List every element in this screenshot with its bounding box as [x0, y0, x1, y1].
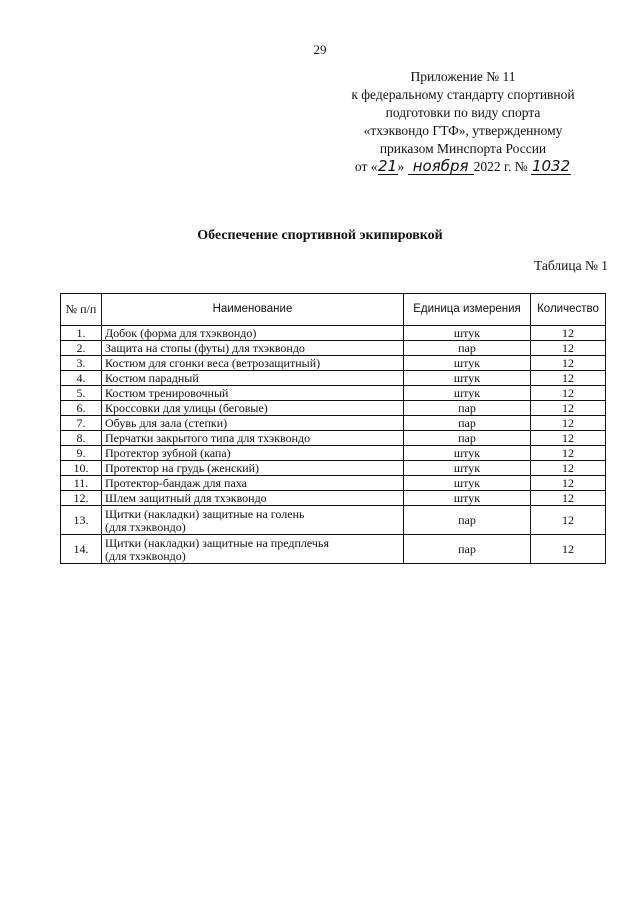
cell-name: Добок (форма для тхэквондо) — [102, 326, 404, 341]
cell-unit: штук — [404, 476, 531, 491]
cell-qty: 12 — [531, 386, 606, 401]
table-row — [61, 476, 606, 491]
table-row — [61, 326, 606, 341]
cell-name — [102, 535, 404, 564]
table-row — [61, 341, 606, 356]
table-row — [61, 386, 606, 401]
cell-name: Кроссовки для улицы (беговые) — [102, 401, 404, 416]
appendix-line-5: приказом Минспорта России — [379, 141, 547, 156]
cell-name: Костюм парадный — [102, 371, 404, 386]
cell-unit: пар — [404, 341, 531, 356]
table-row — [61, 401, 606, 416]
appendix-line-2: к федеральному стандарту спортивной — [351, 87, 575, 102]
cell-qty: 12 — [531, 491, 606, 506]
table-row — [61, 371, 606, 386]
cell-qty: 12 — [531, 341, 606, 356]
handwritten-order-number: 1032 — [531, 157, 571, 175]
cell-name: Протектор зубной (капа) — [102, 446, 404, 461]
cell-name-line-2: (для тхэквондо) — [105, 520, 186, 534]
cell-unit: штук — [404, 446, 531, 461]
cell-name: Шлем защитный для тхэквондо — [102, 491, 404, 506]
cell-unit: штук — [404, 356, 531, 371]
cell-name — [102, 506, 404, 535]
cell-num: 12. — [61, 491, 102, 506]
order-date-line — [318, 158, 608, 176]
cell-name-line-1: Щитки (накладки) защитные на голень — [105, 507, 305, 521]
header-name: Наименование — [102, 294, 404, 326]
table-row — [61, 416, 606, 431]
table-row — [61, 535, 606, 564]
table-row — [61, 446, 606, 461]
cell-num: 5. — [61, 386, 102, 401]
cell-qty: 12 — [531, 371, 606, 386]
cell-num: 4. — [61, 371, 102, 386]
date-prefix: от « — [354, 159, 378, 174]
cell-qty: 12 — [531, 356, 606, 371]
cell-unit: штук — [404, 461, 531, 476]
cell-qty: 12 — [531, 401, 606, 416]
cell-unit: штук — [404, 326, 531, 341]
appendix-line-4: «тхэквондо ГТФ», утвержденному — [363, 123, 563, 138]
cell-name-line-2: (для тхэквондо) — [105, 549, 186, 563]
cell-num: 2. — [61, 341, 102, 356]
table-row — [61, 491, 606, 506]
cell-num: 7. — [61, 416, 102, 431]
cell-num: 1. — [61, 326, 102, 341]
date-close-quote: » — [397, 159, 405, 174]
appendix-title: Приложение № 11 — [410, 69, 516, 84]
cell-name: Перчатки закрытого типа для тхэквондо — [102, 431, 404, 446]
cell-unit: пар — [404, 535, 531, 564]
cell-qty: 12 — [531, 535, 606, 564]
cell-name-line-1: Щитки (накладки) защитные на предплечья — [105, 536, 329, 550]
cell-num: 3. — [61, 356, 102, 371]
cell-name: Костюм тренировочный — [102, 386, 404, 401]
year-and-number-label: 2022 г. № — [473, 159, 528, 174]
table-row — [61, 356, 606, 371]
cell-num: 13. — [61, 506, 102, 535]
document-title: Обеспечение спортивной экипировкой — [197, 228, 443, 243]
cell-qty: 12 — [531, 431, 606, 446]
cell-unit: пар — [404, 431, 531, 446]
cell-name: Защита на стопы (футы) для тхэквондо — [102, 341, 404, 356]
cell-name: Протектор на грудь (женский) — [102, 461, 404, 476]
cell-num: 6. — [61, 401, 102, 416]
cell-qty: 12 — [531, 416, 606, 431]
cell-qty: 12 — [531, 476, 606, 491]
cell-unit: штук — [404, 386, 531, 401]
cell-num: 8. — [61, 431, 102, 446]
cell-num: 9. — [61, 446, 102, 461]
cell-unit: пар — [404, 416, 531, 431]
cell-unit: пар — [404, 401, 531, 416]
cell-qty: 12 — [531, 461, 606, 476]
header-qty: Количество — [531, 294, 606, 326]
appendix-header — [318, 68, 608, 176]
equipment-table — [60, 293, 606, 564]
cell-num: 10. — [61, 461, 102, 476]
cell-unit: штук — [404, 371, 531, 386]
cell-name: Обувь для зала (степки) — [102, 416, 404, 431]
cell-name: Протектор-бандаж для паха — [102, 476, 404, 491]
cell-num: 14. — [61, 535, 102, 564]
table-row — [61, 431, 606, 446]
cell-qty: 12 — [531, 506, 606, 535]
header-unit: Единица измерения — [404, 294, 531, 326]
table-header-row — [61, 294, 606, 326]
table-row — [61, 461, 606, 476]
cell-qty: 12 — [531, 446, 606, 461]
handwritten-day: 21 — [377, 157, 398, 175]
cell-num: 11. — [61, 476, 102, 491]
cell-unit: пар — [404, 506, 531, 535]
handwritten-month: ноября — [408, 159, 474, 175]
appendix-line-3: подготовки по виду спорта — [385, 105, 541, 120]
table-row — [61, 506, 606, 535]
cell-qty: 12 — [531, 326, 606, 341]
cell-name: Костюм для сгонки веса (ветрозащитный) — [102, 356, 404, 371]
cell-unit: штук — [404, 491, 531, 506]
header-num: № п/п — [61, 294, 102, 326]
table-caption: Таблица № 1 — [534, 258, 608, 273]
page-number: 29 — [313, 42, 327, 57]
